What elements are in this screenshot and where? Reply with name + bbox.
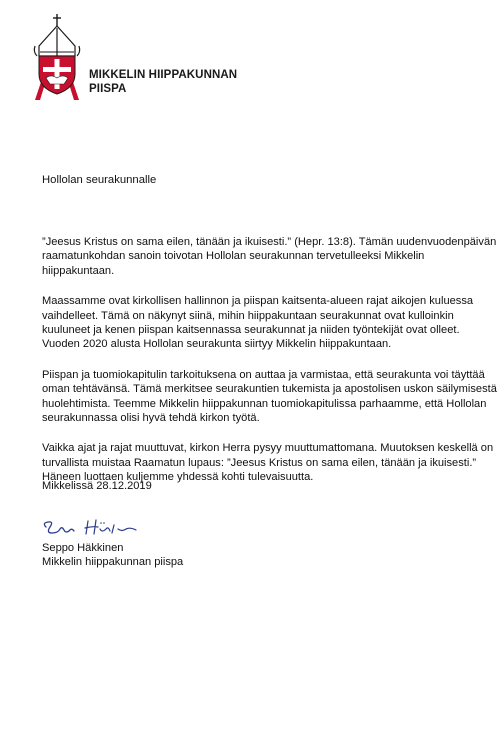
letterhead bbox=[31, 12, 291, 112]
text-line: Piispan ja tuomiokapitulin tarkoituksena on auttaa ja varmistaa, että seurakunta voi täyttää bbox=[42, 368, 485, 381]
letter-body bbox=[42, 235, 497, 501]
text-line: seurakunnassa olisi hyvä tehdä kirkon työtä. bbox=[42, 412, 260, 425]
signer-block bbox=[42, 541, 183, 570]
text-line: huolehtimista. Teemme Mikkelin hiippakunnan tuomiokapitulissa parhaamme, että Hollolan bbox=[42, 397, 487, 410]
handwritten-signature-icon bbox=[40, 517, 140, 539]
text-line: Häneen luottaen kuljemme yhdessä kohti tulevaisuutta. bbox=[42, 471, 314, 484]
text-line: hiippakuntaan. bbox=[42, 264, 115, 277]
organization-name bbox=[89, 68, 237, 96]
signer-title: Mikkelin hiippakunnan piispa bbox=[42, 556, 184, 569]
text-line: vaihdelleet. Tämä on näkynyt siinä, mihin hiippakuntaan seurakunnat ovat kulloinkin bbox=[42, 309, 454, 322]
paragraph bbox=[42, 235, 497, 278]
text-line: Vuoden 2020 alusta Hollolan seurakunta siirtyy Mikkelin hiippakuntaan. bbox=[42, 338, 392, 351]
text-line: turvallista muistaa Raamatun lupaus: ”Jeesus Kristus on sama eilen, tänään ja ikuisesti.” bbox=[42, 456, 477, 469]
text-line: kuuluneet ja kenen piispan kaitsennassa seurakunnat ja niiden työntekijät ovat olleet. bbox=[42, 324, 460, 337]
paragraph bbox=[42, 441, 494, 484]
paragraph bbox=[42, 294, 474, 352]
text-line: Vaikka ajat ja rajat muuttuvat, kirkon Herra pysyy muuttumattomana. Muutoksen keskellä on bbox=[42, 442, 494, 455]
diocese-crest-icon bbox=[31, 12, 83, 104]
organization-name-line2: PIISPA bbox=[89, 83, 127, 95]
place-and-date: Mikkelissä 28.12.2019 bbox=[42, 480, 152, 492]
paragraph bbox=[42, 368, 497, 426]
signer-name: Seppo Häkkinen bbox=[42, 542, 124, 554]
text-line: Maassamme ovat kirkollisen hallinnon ja piispan kaitsenta-alueen rajat aikojen kuluessa bbox=[42, 295, 474, 308]
organization-name-line1: MIKKELIN HIIPPAKUNNAN bbox=[89, 69, 238, 81]
text-line: raamatunkohdan sanoin toivotan Hollolan seurakunnan tervetulleeksi Mikkelin bbox=[42, 250, 425, 263]
recipient: Hollolan seurakunnalle bbox=[42, 174, 157, 186]
text-line: oman tehtävänsä. Tämä merkitsee seurakuntien tukemista ja apostolisen uskon säilymisestä bbox=[42, 383, 497, 396]
text-line: ”Jeesus Kristus on sama eilen, tänään ja ikuisesti.” (Hepr. 13:8). Tämän uudenvuodenpäivän bbox=[42, 236, 497, 248]
